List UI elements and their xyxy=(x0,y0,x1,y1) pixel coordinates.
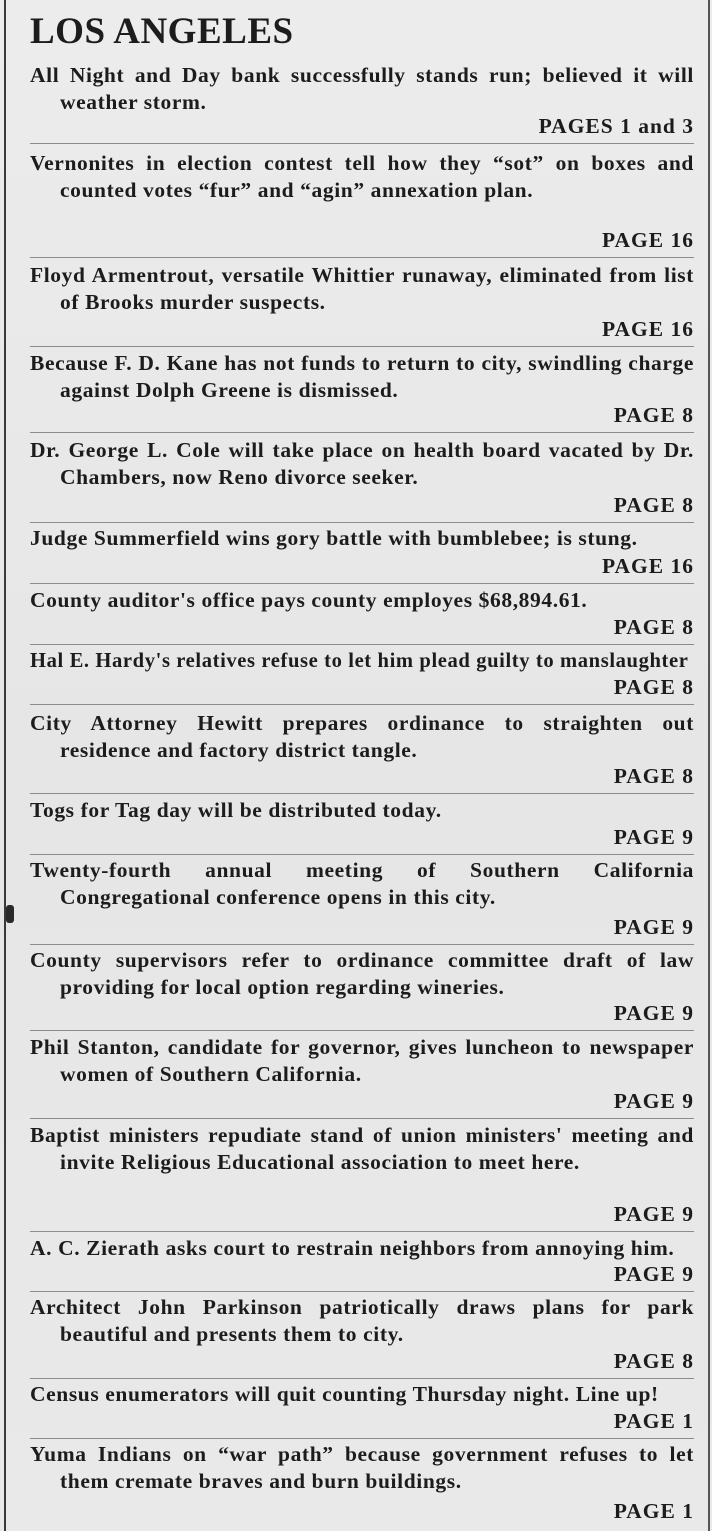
separator-rule xyxy=(30,432,694,433)
news-item-text: All Night and Day bank successfully stands run; believed it will weather storm. xyxy=(30,63,694,114)
page-reference: PAGES 1 and 3 xyxy=(538,114,694,138)
page-reference: PAGE 16 xyxy=(601,228,694,252)
separator-rule xyxy=(30,944,694,945)
news-item xyxy=(30,437,694,519)
page-reference: PAGE 8 xyxy=(613,1349,694,1373)
section-heading: LOS ANGELES xyxy=(30,11,294,52)
page-reference: PAGE 16 xyxy=(601,554,694,578)
news-item-text: Baptist ministers repudiate stand of union ministers' meeting and invite Religious Educational association to meet here. xyxy=(30,1123,694,1174)
news-item-text: Census enumerators will quit counting Thursday night. Line up! xyxy=(30,1382,659,1406)
news-item-text: Vernonites in election contest tell how they “sot” on boxes and counted votes “fur” and “agin” annexation plan. xyxy=(30,151,694,202)
page-reference: PAGE 9 xyxy=(613,1202,694,1226)
separator-rule xyxy=(30,583,694,584)
news-item xyxy=(30,857,694,941)
page-reference: PAGE 9 xyxy=(613,1262,694,1286)
news-item-text: Togs for Tag day will be distributed today. xyxy=(30,798,442,822)
news-item xyxy=(30,262,694,343)
news-item-text: County auditor's office pays county employes $68,894.61. xyxy=(30,588,588,612)
page-reference: PAGE 9 xyxy=(613,825,694,849)
page-reference: PAGE 8 xyxy=(613,615,694,639)
separator-rule xyxy=(30,1378,694,1379)
separator-rule xyxy=(30,1291,694,1292)
news-item xyxy=(30,648,694,701)
separator-rule xyxy=(30,1118,694,1119)
news-item xyxy=(30,350,694,429)
news-item xyxy=(30,797,694,851)
separator-rule xyxy=(30,704,694,705)
news-item xyxy=(30,1034,694,1115)
news-item xyxy=(30,525,694,580)
separator-rule xyxy=(30,522,694,523)
page-reference: PAGE 8 xyxy=(613,675,694,699)
separator-rule xyxy=(30,1438,694,1439)
news-item xyxy=(30,1235,694,1288)
news-item-text: City Attorney Hewitt prepares ordinance to straighten out residence and factory district tangle. xyxy=(30,711,694,762)
news-item-text: A. C. Zierath asks court to restrain neighbors from annoying him. xyxy=(30,1236,675,1260)
page-reference: PAGE 8 xyxy=(613,403,694,427)
separator-rule xyxy=(30,143,694,144)
news-item-text: Yuma Indians on “war path” because government refuses to let them cremate braves and burn buildings. xyxy=(30,1442,694,1493)
page-reference: PAGE 9 xyxy=(613,915,694,939)
separator-rule xyxy=(30,257,694,258)
ink-blot xyxy=(6,905,14,923)
page-reference: PAGE 8 xyxy=(613,493,694,517)
news-item-text: Because F. D. Kane has not funds to return to city, swindling charge against Dolph Greene is dismissed. xyxy=(30,351,694,402)
news-item xyxy=(30,1381,694,1435)
separator-rule xyxy=(30,854,694,855)
separator-rule xyxy=(30,793,694,794)
news-item-text: Hal E. Hardy's relatives refuse to let him plead guilty to manslaughter xyxy=(30,650,689,672)
separator-rule xyxy=(30,1030,694,1031)
page-reference: PAGE 16 xyxy=(601,317,694,341)
page-reference: PAGE 9 xyxy=(613,1089,694,1113)
news-item xyxy=(30,1122,694,1228)
news-item xyxy=(30,62,694,140)
news-item xyxy=(30,947,694,1027)
separator-rule xyxy=(30,644,694,645)
news-item-text: Architect John Parkinson patriotically draws plans for park beautiful and presents them to city. xyxy=(30,1295,694,1346)
separator-rule xyxy=(30,346,694,347)
right-column-rule xyxy=(708,0,710,1531)
news-item-text: Dr. George L. Cole will take place on health board vacated by Dr. Chambers, now Reno divorce seeker. xyxy=(30,438,694,489)
page-reference: PAGE 1 xyxy=(613,1409,694,1433)
left-column-rule xyxy=(4,0,6,1531)
news-item-text: Judge Summerfield wins gory battle with bumblebee; is stung. xyxy=(30,526,638,550)
news-item-text: Twenty-fourth annual meeting of Southern California Congregational conference opens in this city. xyxy=(30,858,694,909)
news-item xyxy=(30,710,694,790)
news-item xyxy=(30,587,694,641)
news-item-text: Phil Stanton, candidate for governor, gives luncheon to newspaper women of Southern California. xyxy=(30,1035,694,1086)
news-item-text: Floyd Armentrout, versatile Whittier runaway, eliminated from list of Brooks murder suspects. xyxy=(30,263,694,314)
separator-rule xyxy=(30,1231,694,1232)
news-item-text: County supervisors refer to ordinance committee draft of law providing for local option regarding wineries. xyxy=(30,948,694,999)
news-item xyxy=(30,1294,694,1375)
page-reference: PAGE 1 xyxy=(613,1499,694,1523)
page-reference: PAGE 9 xyxy=(613,1001,694,1025)
page-reference: PAGE 8 xyxy=(613,764,694,788)
news-item xyxy=(30,1441,694,1525)
news-item xyxy=(30,150,694,254)
